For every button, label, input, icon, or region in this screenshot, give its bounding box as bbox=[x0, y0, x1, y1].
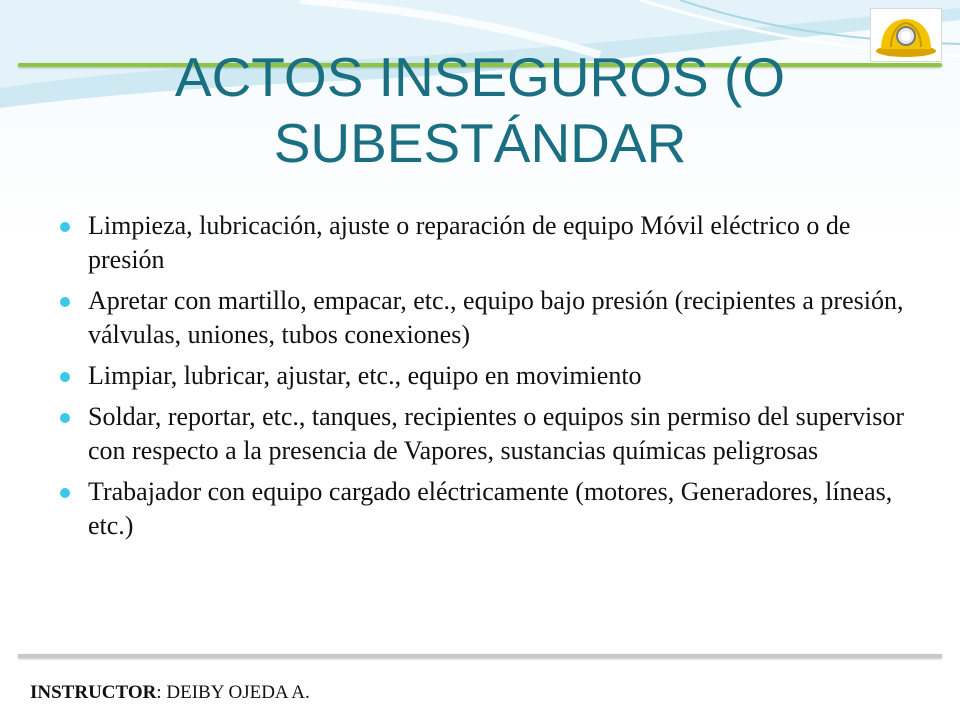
list-item bbox=[58, 209, 908, 277]
bottom-rule bbox=[18, 654, 942, 658]
bullet-icon bbox=[60, 488, 70, 498]
list-item bbox=[58, 359, 908, 393]
hard-hat-logo bbox=[870, 8, 942, 62]
slide-title bbox=[100, 44, 860, 176]
bullet-text: Limpiar, lubricar, ajustar, etc., equipo en movimiento bbox=[88, 361, 642, 390]
bullet-list bbox=[58, 209, 908, 550]
bullet-text: Soldar, reportar, etc., tanques, recipientes o equipos sin permiso del supervisor con respecto a la presencia de Vapores, sustancias químicas peligrosas bbox=[88, 402, 904, 465]
title-line-1: ACTOS INSEGUROS (O bbox=[174, 46, 786, 108]
footer-value: : DEIBY OJEDA A. bbox=[156, 682, 310, 703]
list-item bbox=[58, 284, 908, 352]
bullet-icon bbox=[60, 222, 70, 232]
footer-label: INSTRUCTOR bbox=[30, 682, 157, 703]
list-item bbox=[58, 475, 908, 543]
hard-hat-icon bbox=[871, 9, 941, 61]
bullet-text: Trabajador con equipo cargado eléctricamente (motores, Generadores, líneas, etc.) bbox=[88, 477, 893, 540]
list-item bbox=[58, 400, 908, 468]
bullet-icon bbox=[60, 297, 70, 307]
title-line-2: SUBESTÁNDAR bbox=[273, 112, 687, 174]
footer-instructor bbox=[30, 682, 310, 704]
bullet-icon bbox=[60, 413, 70, 423]
bullet-text: Apretar con martillo, empacar, etc., equipo bajo presión (recipientes a presión, válvulas, uniones, tubos conexiones) bbox=[88, 286, 904, 349]
bullet-icon bbox=[60, 372, 70, 382]
bullet-text: Limpieza, lubricación, ajuste o reparación de equipo Móvil eléctrico o de presión bbox=[88, 211, 851, 274]
